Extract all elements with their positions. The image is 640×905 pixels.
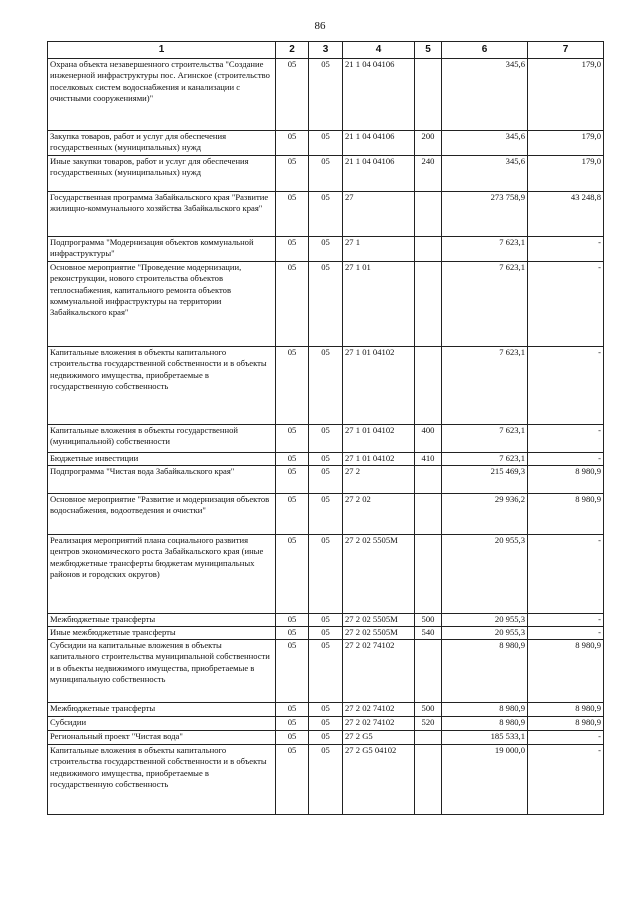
row-subsection: 05 bbox=[309, 347, 343, 425]
row-target-article: 27 2 G5 04102 bbox=[343, 745, 415, 815]
row-amount-year1: 8 980,9 bbox=[442, 717, 528, 731]
row-amount-year2: - bbox=[528, 347, 604, 425]
col-header: 7 bbox=[528, 42, 604, 59]
col-header: 3 bbox=[309, 42, 343, 59]
row-expense-type: 520 bbox=[415, 717, 442, 731]
row-amount-year1: 29 936,2 bbox=[442, 494, 528, 535]
row-name: Межбюджетные трансферты bbox=[48, 703, 276, 717]
row-expense-type bbox=[415, 494, 442, 535]
row-subsection: 05 bbox=[309, 745, 343, 815]
row-target-article: 27 1 01 04102 bbox=[343, 425, 415, 453]
row-target-article: 27 2 bbox=[343, 466, 415, 494]
row-amount-year2: 8 980,9 bbox=[528, 466, 604, 494]
row-amount-year1: 8 980,9 bbox=[442, 640, 528, 703]
row-name: Основное мероприятие "Развитие и модернизация объектов водоснабжения, водоотведения и очистки" bbox=[48, 494, 276, 535]
row-name: Подпрограмма "Модернизация объектов коммунальной инфраструктуры" bbox=[48, 237, 276, 262]
row-amount-year2: 8 980,9 bbox=[528, 640, 604, 703]
row-expense-type bbox=[415, 731, 442, 745]
row-section: 05 bbox=[276, 453, 309, 466]
row-section: 05 bbox=[276, 731, 309, 745]
row-amount-year2: 179,0 bbox=[528, 59, 604, 131]
row-section: 05 bbox=[276, 131, 309, 156]
row-expense-type: 400 bbox=[415, 425, 442, 453]
table-row bbox=[48, 131, 604, 156]
row-amount-year2: - bbox=[528, 614, 604, 627]
row-target-article: 27 2 02 bbox=[343, 494, 415, 535]
col-header: 2 bbox=[276, 42, 309, 59]
row-expense-type bbox=[415, 192, 442, 237]
col-header: 4 bbox=[343, 42, 415, 59]
row-amount-year1: 8 980,9 bbox=[442, 703, 528, 717]
row-section: 05 bbox=[276, 745, 309, 815]
table-row bbox=[48, 745, 604, 815]
row-target-article: 27 1 01 04102 bbox=[343, 453, 415, 466]
row-subsection: 05 bbox=[309, 156, 343, 192]
row-target-article: 27 2 02 5505М bbox=[343, 614, 415, 627]
table-row bbox=[48, 640, 604, 703]
table-row bbox=[48, 347, 604, 425]
row-amount-year1: 215 469,3 bbox=[442, 466, 528, 494]
row-name: Государственная программа Забайкальского края "Развитие жилищно-коммунального хозяйства Забайкальского края" bbox=[48, 192, 276, 237]
row-target-article: 21 1 04 04106 bbox=[343, 156, 415, 192]
row-expense-type bbox=[415, 262, 442, 347]
row-target-article: 21 1 04 04106 bbox=[343, 131, 415, 156]
table-row bbox=[48, 192, 604, 237]
row-amount-year2: - bbox=[528, 453, 604, 466]
row-subsection: 05 bbox=[309, 453, 343, 466]
header-row bbox=[48, 42, 604, 59]
row-section: 05 bbox=[276, 494, 309, 535]
row-name: Охрана объекта незавершенного строительства "Создание инженерной инфраструктуры пос. Агинское (строительство поселковых систем водоснабжения и канализации с очистными сооружениями)" bbox=[48, 59, 276, 131]
row-target-article: 21 1 04 04106 bbox=[343, 59, 415, 131]
row-amount-year2: 8 980,9 bbox=[528, 703, 604, 717]
col-header: 1 bbox=[48, 42, 276, 59]
table-row bbox=[48, 237, 604, 262]
row-amount-year2: 179,0 bbox=[528, 131, 604, 156]
row-amount-year2: 179,0 bbox=[528, 156, 604, 192]
table-row bbox=[48, 494, 604, 535]
row-subsection: 05 bbox=[309, 717, 343, 731]
table-row bbox=[48, 717, 604, 731]
row-amount-year1: 20 955,3 bbox=[442, 614, 528, 627]
row-subsection: 05 bbox=[309, 425, 343, 453]
row-section: 05 bbox=[276, 237, 309, 262]
row-name: Иные закупки товаров, работ и услуг для обеспечения государственных (муниципальных) нужд bbox=[48, 156, 276, 192]
row-section: 05 bbox=[276, 192, 309, 237]
row-amount-year1: 345,6 bbox=[442, 131, 528, 156]
row-target-article: 27 2 02 74102 bbox=[343, 703, 415, 717]
table-row bbox=[48, 453, 604, 466]
row-target-article: 27 bbox=[343, 192, 415, 237]
row-expense-type bbox=[415, 59, 442, 131]
row-section: 05 bbox=[276, 262, 309, 347]
page-number: 86 bbox=[314, 20, 326, 32]
table-row bbox=[48, 535, 604, 614]
row-amount-year1: 345,6 bbox=[442, 59, 528, 131]
row-name: Субсидии на капитальные вложения в объекты капитального строительства муниципальной собственности и в объекты недвижимого имущества, приобретаемые в муниципальную собственность bbox=[48, 640, 276, 703]
row-name: Основное мероприятие "Проведение модернизации, реконструкции, нового строительства объектов теплоснабжения, капитального ремонта объектов коммунальной инфраструктуры на территории Забайкальского края" bbox=[48, 262, 276, 347]
row-amount-year1: 7 623,1 bbox=[442, 347, 528, 425]
row-name: Межбюджетные трансферты bbox=[48, 614, 276, 627]
row-amount-year2: 8 980,9 bbox=[528, 717, 604, 731]
row-subsection: 05 bbox=[309, 703, 343, 717]
table-row bbox=[48, 703, 604, 717]
row-expense-type bbox=[415, 347, 442, 425]
row-section: 05 bbox=[276, 703, 309, 717]
col-header: 6 bbox=[442, 42, 528, 59]
table-row bbox=[48, 425, 604, 453]
row-section: 05 bbox=[276, 614, 309, 627]
table-row bbox=[48, 156, 604, 192]
row-amount-year2: 8 980,9 bbox=[528, 494, 604, 535]
row-section: 05 bbox=[276, 347, 309, 425]
col-header: 5 bbox=[415, 42, 442, 59]
row-amount-year2: - bbox=[528, 535, 604, 614]
row-expense-type: 200 bbox=[415, 131, 442, 156]
row-subsection: 05 bbox=[309, 614, 343, 627]
row-name: Субсидии bbox=[48, 717, 276, 731]
row-name: Закупка товаров, работ и услуг для обеспечения государственных (муниципальных) нужд bbox=[48, 131, 276, 156]
table-row bbox=[48, 614, 604, 627]
row-amount-year1: 7 623,1 bbox=[442, 237, 528, 262]
budget-table bbox=[47, 41, 604, 815]
row-target-article: 27 2 02 5505М bbox=[343, 627, 415, 640]
row-target-article: 27 1 01 bbox=[343, 262, 415, 347]
row-subsection: 05 bbox=[309, 494, 343, 535]
row-subsection: 05 bbox=[309, 731, 343, 745]
row-amount-year1: 7 623,1 bbox=[442, 425, 528, 453]
row-target-article: 27 2 02 5505М bbox=[343, 535, 415, 614]
table-row bbox=[48, 59, 604, 131]
row-name: Иные межбюджетные трансферты bbox=[48, 627, 276, 640]
row-section: 05 bbox=[276, 466, 309, 494]
row-expense-type: 240 bbox=[415, 156, 442, 192]
row-name: Региональный проект "Чистая вода" bbox=[48, 731, 276, 745]
row-name: Капитальные вложения в объекты государственной (муниципальной) собственности bbox=[48, 425, 276, 453]
row-section: 05 bbox=[276, 640, 309, 703]
row-section: 05 bbox=[276, 425, 309, 453]
row-subsection: 05 bbox=[309, 262, 343, 347]
row-subsection: 05 bbox=[309, 640, 343, 703]
row-amount-year2: - bbox=[528, 425, 604, 453]
row-name: Капитальные вложения в объекты капитального строительства государственной собственности и в объекты недвижимого имущества, приобретаемые в государственную собственность bbox=[48, 745, 276, 815]
row-expense-type bbox=[415, 640, 442, 703]
row-section: 05 bbox=[276, 535, 309, 614]
row-expense-type bbox=[415, 535, 442, 614]
table-row bbox=[48, 731, 604, 745]
row-subsection: 05 bbox=[309, 59, 343, 131]
row-subsection: 05 bbox=[309, 131, 343, 156]
table-row bbox=[48, 262, 604, 347]
row-expense-type bbox=[415, 466, 442, 494]
row-section: 05 bbox=[276, 717, 309, 731]
row-amount-year2: - bbox=[528, 745, 604, 815]
row-expense-type bbox=[415, 745, 442, 815]
row-amount-year2: - bbox=[528, 731, 604, 745]
table-body bbox=[48, 59, 604, 815]
row-target-article: 27 2 G5 bbox=[343, 731, 415, 745]
row-subsection: 05 bbox=[309, 466, 343, 494]
row-section: 05 bbox=[276, 156, 309, 192]
row-amount-year1: 185 533,1 bbox=[442, 731, 528, 745]
row-subsection: 05 bbox=[309, 535, 343, 614]
row-name: Бюджетные инвестиции bbox=[48, 453, 276, 466]
row-target-article: 27 2 02 74102 bbox=[343, 640, 415, 703]
row-amount-year1: 20 955,3 bbox=[442, 535, 528, 614]
row-expense-type: 410 bbox=[415, 453, 442, 466]
row-section: 05 bbox=[276, 627, 309, 640]
row-expense-type bbox=[415, 237, 442, 262]
row-amount-year2: 43 248,8 bbox=[528, 192, 604, 237]
row-target-article: 27 1 bbox=[343, 237, 415, 262]
row-expense-type: 500 bbox=[415, 614, 442, 627]
row-name: Подпрограмма "Чистая вода Забайкальского края" bbox=[48, 466, 276, 494]
row-amount-year1: 7 623,1 bbox=[442, 262, 528, 347]
row-target-article: 27 2 02 74102 bbox=[343, 717, 415, 731]
row-amount-year1: 273 758,9 bbox=[442, 192, 528, 237]
row-expense-type: 500 bbox=[415, 703, 442, 717]
table-row bbox=[48, 627, 604, 640]
row-target-article: 27 1 01 04102 bbox=[343, 347, 415, 425]
row-name: Капитальные вложения в объекты капитального строительства государственной собственности и в объекты недвижимого имущества, приобретаемые в государственную собственность bbox=[48, 347, 276, 425]
row-subsection: 05 bbox=[309, 627, 343, 640]
row-subsection: 05 bbox=[309, 237, 343, 262]
row-amount-year2: - bbox=[528, 237, 604, 262]
row-amount-year1: 19 000,0 bbox=[442, 745, 528, 815]
row-section: 05 bbox=[276, 59, 309, 131]
row-amount-year1: 345,6 bbox=[442, 156, 528, 192]
row-amount-year1: 7 623,1 bbox=[442, 453, 528, 466]
row-expense-type: 540 bbox=[415, 627, 442, 640]
row-name: Реализация мероприятий плана социального развития центров экономического роста Забайкальского края (иные межбюджетные трансферты бюджетам муниципальных районов и городских округов) bbox=[48, 535, 276, 614]
table-row bbox=[48, 466, 604, 494]
row-subsection: 05 bbox=[309, 192, 343, 237]
row-amount-year2: - bbox=[528, 627, 604, 640]
row-amount-year1: 20 955,3 bbox=[442, 627, 528, 640]
row-amount-year2: - bbox=[528, 262, 604, 347]
